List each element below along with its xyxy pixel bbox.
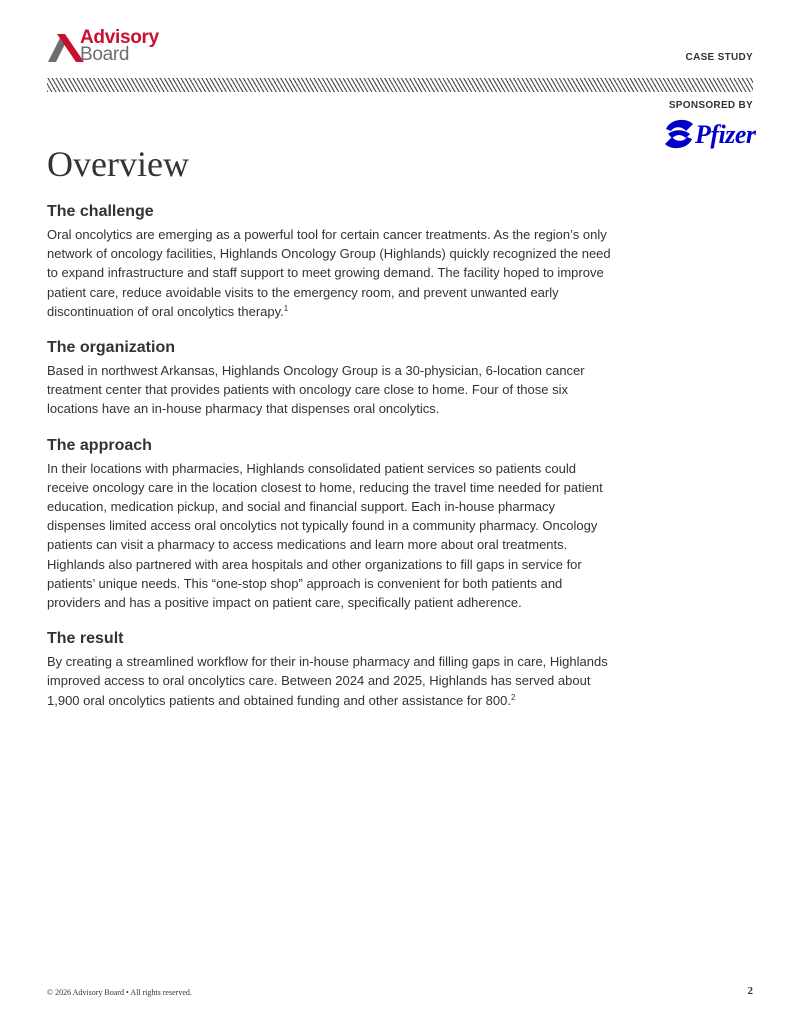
- page-title: Overview: [47, 144, 189, 184]
- section-body: Based in northwest Arkansas, Highlands Oncology Group is a 30-physician, 6-location cancer treatment center that provides patients with oncology care close to home. Four of those six locations have an in-house pharmacy that dispenses oral oncolytics.: [47, 363, 585, 417]
- footnote-ref[interactable]: 2: [510, 692, 516, 702]
- section-organization: [47, 339, 617, 419]
- section-body: Oral oncolytics are emerging as a powerful tool for certain cancer treatments. As the region’s only network of oncology facilities, Highlands Oncology Group (Highlands) quickly recognized the need to expand infrastructure and staff support to meet growing demand. The facility hoped to improve patient care, reduce avoidable visits to the emergency room, and prevent unwanted early discontinuation of oral oncolytics therapy.$^1$: [47, 227, 611, 319]
- section-body: In their locations with pharmacies, Highlands consolidated patient services so patients could receive oncology care in the location closest to home, reducing the travel time needed for patient education, medication pickup, and social and financial support. Each in-house pharmacy dispenses limited access oral oncolytics not typically found in a community pharmacy. Oncology patients can visit a pharmacy to access medications and learn more about oral treatments. Highlands also partnered with area hospitals and other organizations to fill gaps in service for patients’ unique needs. This “one-stop shop” approach is convenient for both patients and providers and has a positive impact on patient care, specifically patient adherence.: [47, 460, 603, 611]
- section-challenge: [47, 203, 617, 321]
- section-approach: [47, 437, 617, 613]
- section-heading: The challenge: [47, 203, 154, 220]
- main-content: [47, 203, 617, 728]
- section-heading: The approach: [47, 436, 152, 454]
- logo-word-board: Board: [80, 44, 130, 65]
- pfizer-helix-icon: [662, 117, 696, 151]
- sponsored-by-label: SPONSORED BY: [668, 100, 753, 111]
- pfizer-logo: [662, 115, 754, 155]
- logo-word-advisory: Advisory: [80, 27, 159, 48]
- document-type-label: CASE STUDY: [685, 52, 753, 63]
- footer-copyright: © 2026 Advisory Board • All rights reserved.: [47, 988, 192, 997]
- section-result: [47, 630, 617, 710]
- section-body: By creating a streamlined workflow for their in-house pharmacy and filling gaps in care, Highlands improved access to oral oncolytics care. Between 2024 and 2025, Highlands has served about 1,900 oral oncolytics patients and obtained funding and other assistance for 800.$^2$: [47, 654, 608, 708]
- advisory-board-logo: [46, 27, 166, 66]
- hatched-divider: [47, 78, 753, 92]
- page-number: 2: [747, 985, 753, 997]
- pfizer-wordmark: Pfizer: [695, 120, 756, 149]
- section-heading: The result: [47, 630, 124, 648]
- section-heading: The organization: [47, 339, 175, 357]
- footnote-ref[interactable]: 1: [283, 303, 289, 313]
